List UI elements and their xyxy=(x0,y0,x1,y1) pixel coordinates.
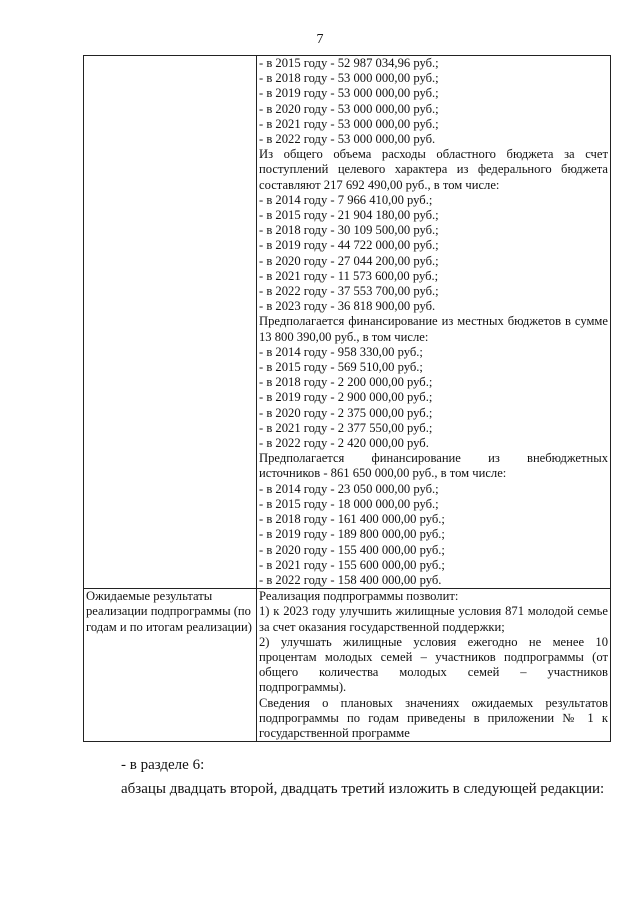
edit-instruction: абзацы двадцать второй, двадцать третий изложить в следующей редакции: xyxy=(121,781,605,797)
program-table xyxy=(83,55,611,742)
row1-label-cell xyxy=(84,56,257,589)
budget-line: - в 2020 году - 155 400 000,00 руб.; xyxy=(259,542,445,557)
page-number: 7 xyxy=(316,32,324,47)
following-text xyxy=(83,755,611,799)
budget-line: - в 2021 году - 11 573 600,00 руб.; xyxy=(259,268,439,283)
budget-line: - в 2020 году - 53 000 000,00 руб.; xyxy=(259,101,439,116)
extra-intro-line2: источников - 861 650 000,00 руб., в том числе: xyxy=(259,466,507,481)
local-intro: Предполагается финансирование из местных бюджетов в сумме 13 800 390,00 руб., в том числе: xyxy=(259,314,608,344)
budget-line: - в 2019 году - 44 722 000,00 руб.; xyxy=(259,238,439,253)
extra-intro-line1: Предполагается финансирование из внебюджетных xyxy=(259,451,608,466)
budget-line: - в 2015 году - 21 904 180,00 руб.; xyxy=(259,208,439,223)
budget-line: - в 2022 году - 37 553 700,00 руб.; xyxy=(259,284,439,299)
results-cell xyxy=(257,589,611,742)
budget-lines-top xyxy=(259,56,608,147)
budget-line: - в 2019 году - 189 800 000,00 руб.; xyxy=(259,527,445,542)
budget-line: - в 2020 году - 27 044 200,00 руб.; xyxy=(259,253,439,268)
results-intro: Реализация подпрограммы позволит: xyxy=(259,589,459,604)
budget-line: - в 2022 году - 158 400 000,00 руб. xyxy=(259,572,442,587)
budget-line: - в 2022 году - 53 000 000,00 руб. xyxy=(259,132,436,147)
results-item-1: 1) к 2023 году улучшить жилищные условия 871 молодой семье за счет оказания государственной поддержки; xyxy=(259,604,608,634)
budget-line: - в 2015 году - 18 000 000,00 руб.; xyxy=(259,496,439,511)
budget-line: - в 2021 году - 53 000 000,00 руб.; xyxy=(259,116,439,131)
budget-line: - в 2022 году - 2 420 000,00 руб. xyxy=(259,436,429,451)
budget-line: - в 2023 году - 36 818 900,00 руб. xyxy=(259,299,436,314)
budget-line: - в 2018 году - 2 200 000,00 руб.; xyxy=(259,375,433,390)
budget-line: - в 2014 году - 7 966 410,00 руб.; xyxy=(259,192,433,207)
table-row xyxy=(84,56,611,589)
results-note: Сведения о плановых значениях ожидаемых результатов подпрограммы по годам приведены в приложении № 1 к государственной программе xyxy=(259,695,608,740)
budget-line: - в 2019 году - 53 000 000,00 руб.; xyxy=(259,86,439,101)
budget-line: - в 2018 году - 53 000 000,00 руб.; xyxy=(259,71,439,86)
federal-lines xyxy=(259,193,608,315)
results-label-cell: Ожидаемые результаты реализации подпрограммы (по годам и по итогам реализации) xyxy=(84,589,257,742)
table-row xyxy=(84,589,611,742)
budget-line: - в 2021 году - 2 377 550,00 руб.; xyxy=(259,420,433,435)
budget-line: - в 2015 году - 569 510,00 руб.; xyxy=(259,360,423,375)
local-lines xyxy=(259,345,608,451)
budget-line: - в 2015 году - 52 987 034,96 руб.; xyxy=(259,56,439,70)
extra-lines xyxy=(259,482,608,588)
financing-cell xyxy=(257,56,611,589)
budget-line: - в 2014 году - 958 330,00 руб.; xyxy=(259,344,423,359)
budget-line: - в 2018 году - 30 109 500,00 руб.; xyxy=(259,223,439,238)
budget-line: - в 2014 году - 23 050 000,00 руб.; xyxy=(259,481,439,496)
results-item-2: 2) улучшать жилищные условия ежегодно не менее 10 процентам молодых семей – участников подпрограммы (от общего количества молодых семей – участников подпрограммы). xyxy=(259,634,608,695)
budget-line: - в 2020 году - 2 375 000,00 руб.; xyxy=(259,405,433,420)
budget-line: - в 2021 году - 155 600 000,00 руб.; xyxy=(259,557,445,572)
budget-line: - в 2018 году - 161 400 000,00 руб.; xyxy=(259,512,445,527)
federal-intro: Из общего объема расходы областного бюджета за счет поступлений целевого характера из федерального бюджета составляют 217 692 490,00 руб., в том числе: xyxy=(259,147,608,192)
budget-line: - в 2019 году - 2 900 000,00 руб.; xyxy=(259,390,433,405)
section-6-line: - в разделе 6: xyxy=(121,757,205,773)
